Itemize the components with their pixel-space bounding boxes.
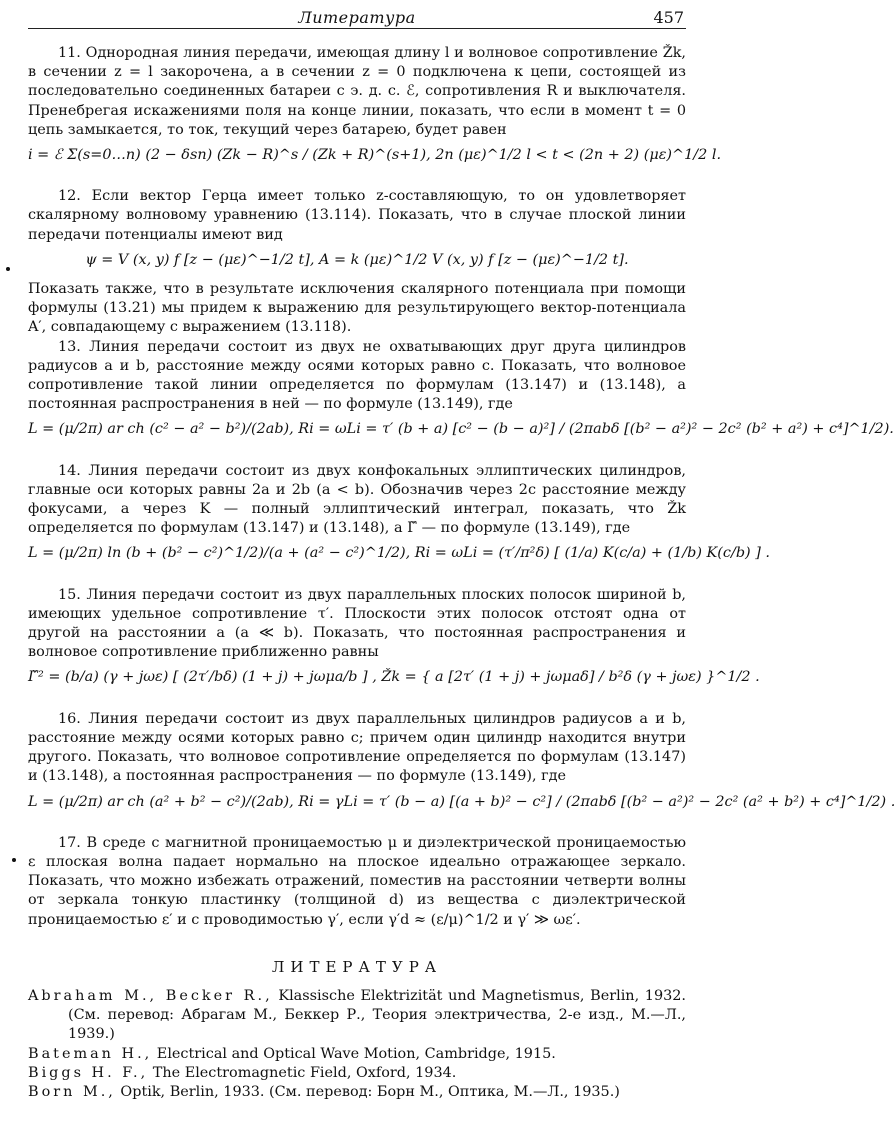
- problem-15-text: 15. Линия передачи состоит из двух параллельных плоских полосок шириной b, имеющих удельное сопротивление τ′. Плоскости этих полосок отстоят одна от другой на расстоянии a (a ≪ b). Показать, что постоянная распространения и волновое сопротивление приближенно равны: [28, 586, 686, 661]
- problem-11-text: 11. Однородная линия передачи, имеющая длину l и волновое сопротивление Žk, в сечении z = l закорочена, а в сечении z = 0 подключена к цепи, состоящей из последовательно соединенных батареи с э. д. с. ℰ, сопротивления R и выключателя. Пренебрегая искажениями поля на конце линии, показать, что если в момент t = 0 цепь замыкается, то ток, текущий через батарею, будет равен: [28, 45, 686, 138]
- problem-16-equation: L = (μ/2π) ar ch (a² + b² − c²)/(2ab), Ri = γLi = τ′ (b − a) [(a + b)² − c²] / (2πabδ [(b² − a²)² − 2c² (a² + b²) + c⁴]^1/2) .: [28, 793, 895, 810]
- reference-author: Abraham M., Becker R.,: [28, 987, 273, 1004]
- page-body: [28, 44, 895, 1102]
- running-title: Литература: [298, 8, 416, 27]
- reference-author: Biggs H. F.,: [28, 1064, 149, 1081]
- reference-item: [28, 1045, 686, 1064]
- problem-13-equation: L = (μ/2π) ar ch (c² − a² − b²)/(2ab), Ri = ωLi = τ′ (b + a) [c² − (b − a)²] / (2πabδ [(b² − a²)² − 2c² (b² + a²) + c⁴]^1/2).: [28, 421, 894, 438]
- problem-11-equation: i = ℰ Σ(s=0…n) (2 − δsn) (Zk − R)^s / (Zk + R)^(s+1), 2n (με)^1/2 l < t < (2n + 2) (με)^1/2 l.: [28, 147, 722, 164]
- problem-12-text: 12. Если вектор Герца имеет только z-составляющую, то он удовлетворяет скалярному волновому уравнению (13.114). Показать, что в случае плоской линии передачи потенциалы имеют вид: [28, 188, 686, 243]
- references-heading: ЛИТЕРАТУРА: [271, 957, 443, 976]
- margin-mark: [6, 267, 10, 271]
- running-header: [28, 6, 686, 29]
- problem-12-continuation: Показать также, что в результате исключения скалярного потенциала при помощи формулы (13.21) мы придем к выражению для результирующего вектор-потенциала A′, совпадающему с выражением (13.118).: [28, 281, 686, 336]
- reference-text: Electrical and Optical Wave Motion, Cambridge, 1915.: [152, 1045, 556, 1062]
- page-number: 457: [653, 8, 684, 27]
- problem-16-text: 16. Линия передачи состоит из двух параллельных цилиндров радиусов a и b, расстояние между осями которых равно c; причем один цилиндр находится внутри другого. Показать, что волновое сопротивление определяется по формулам (13.147) и (13.148), а постоянная распространения — по формуле (13.149), где: [28, 710, 686, 785]
- reference-author: Born M.,: [28, 1083, 116, 1100]
- reference-item: [28, 1083, 686, 1102]
- margin-mark: [12, 858, 16, 862]
- problem-14-text: 14. Линия передачи состоит из двух конфокальных эллиптических цилиндров, главные оси которых равны 2a и 2b (a < b). Обозначив через 2c расстояние между фокусами, а через K — полный эллиптический интеграл, показать, что Žk определяется по формулам (13.147) и (13.148), а Γ̌ — по формуле (13.149), где: [28, 462, 686, 537]
- reference-author: Bateman H.,: [28, 1045, 153, 1062]
- problem-13-text: 13. Линия передачи состоит из двух не охватывающих друг друга цилиндров радиусов a и b, расстояние между осями которых равно c. Показать, что волновое сопротивление такой линии определяется по формулам (13.147) и (13.148), а постоянная распространения в ней — по формуле (13.149), где: [28, 338, 686, 413]
- reference-text: Klassische Elektrizität und Magnetismus, Berlin, 1932. (См. перевод: Абрагам М., Беккер Р., Теория электричества, 2-е изд., М.—Л., 1939.): [68, 987, 686, 1043]
- reference-item: [28, 987, 686, 1045]
- problem-15-equation: Γ̌² = (b/a) (γ + jωε) [ (2τ′/bδ) (1 + j) + jωμa/b ] , Žk = { a [2τ′ (1 + j) + jωμaδ] / b²δ (γ + jωε) }^1/2 .: [28, 669, 760, 686]
- problem-17-text: 17. В среде с магнитной проницаемостью μ и диэлектрической проницаемостью ε плоская волна падает нормально на плоское идеально отражающее зеркало. Показать, что можно избежать отражений, поместив на расстоянии четверти волны от зеркала тонкую пластинку (толщиной d) из вещества с диэлектрической проницаемостью ε′ и с проводимостью γ′, если γ′d ≈ (ε/μ)^1/2 и γ′ ≫ ωε′.: [28, 834, 686, 928]
- problem-14-equation: L = (μ/2π) ln (b + (b² − c²)^1/2)/(a + (a² − c²)^1/2), Ri = ωLi = (τ′/π²δ) [ (1/a) K(c/a) + (1/b) K(c/b) ] .: [28, 545, 770, 562]
- reference-text: Optik, Berlin, 1933. (См. перевод: Борн М., Оптика, М.—Л., 1935.): [115, 1083, 620, 1100]
- reference-item: [28, 1064, 686, 1083]
- reference-text: The Electromagnetic Field, Oxford, 1934.: [148, 1064, 457, 1081]
- problem-12-equation: ψ = V (x, y) f [z − (με)^−1/2 t], A = k (με)^1/2 V (x, y) f [z − (με)^−1/2 t].: [85, 251, 629, 268]
